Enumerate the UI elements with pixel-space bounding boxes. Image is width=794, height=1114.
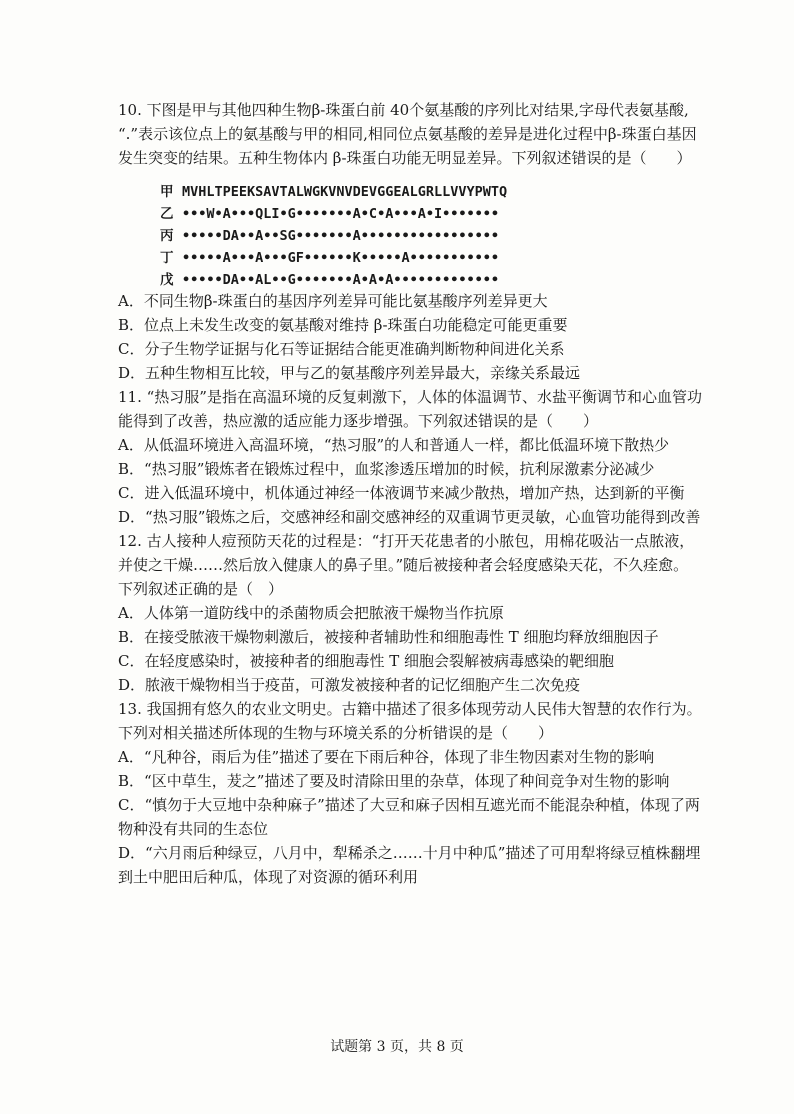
species-label: 丁 bbox=[160, 250, 174, 266]
sequence-text: MVHLTPEEKSAVTALWGKVNVDEVGGEALGRLLVVYPWTQ bbox=[182, 184, 508, 200]
sequence-text: •••••DA••A••SG•••••••A••••••••••••••••• bbox=[182, 228, 499, 244]
option-b: B．位点上未发生改变的氨基酸对维持 β-珠蛋白功能稳定可能更重要 bbox=[118, 316, 568, 334]
option-c: C．进入低温环境中，机体通过神经一体液调节来减少散热，增加产热，达到新的平衡 bbox=[118, 484, 685, 502]
option-b: B．“区中草生，茇之”描述了要及时清除田里的杂草，体现了种间竞争对生物的影响 bbox=[118, 772, 670, 790]
stem-line: 10. 下图是甲与其他四种生物β-珠蛋白前 40个氨基酸的序列比对结果,字母代表氨基酸, bbox=[118, 101, 689, 119]
sequence-text: •••••DA••AL••G•••••••A•A•A••••••••••••• bbox=[182, 272, 499, 288]
sequence-row bbox=[160, 203, 720, 225]
species-label: 戊 bbox=[160, 272, 174, 288]
stem-line: 下列对相关描述所体现的生物与环境关系的分析错误的是（ ） bbox=[118, 724, 554, 742]
option-a: A．人体第一道防线中的杀菌物质会把脓液干燥物当作抗原 bbox=[118, 604, 504, 622]
species-label: 丙 bbox=[160, 228, 174, 244]
sequence-row bbox=[160, 269, 720, 291]
option-c-continued: 物种没有共同的生态位 bbox=[118, 820, 269, 838]
stem-line: 能得到了改善，热应激的适应能力逐步增强。下列叙述错误的是（ ） bbox=[118, 412, 599, 430]
sequence-row bbox=[160, 181, 720, 203]
option-c: C．在轻度感染时，被接种者的细胞毒性 T 细胞会裂解被病毒感染的靶细胞 bbox=[118, 652, 615, 670]
option-d: D．“热习服”锻炼之后，交感神经和副交感神经的双重调节更灵敏，心血管功能得到改善 bbox=[118, 508, 701, 526]
species-label: 甲 bbox=[160, 184, 174, 200]
option-d: D．脓液干燥物相当于疫苗，可激发被接种者的记忆细胞产生二次免疫 bbox=[118, 676, 581, 694]
option-c: C．“慎勿于大豆地中杂种麻子”描述了大豆和麻子因相互遮光而不能混杂种植，体现了两 bbox=[118, 796, 700, 814]
stem-line: 12. 古人接种人痘预防天花的过程是：“打开天花患者的小脓包，用棉花吸沾一点脓液， bbox=[118, 532, 695, 550]
sequence-text: •••W•A•••QLI•G•••••••A•C•A•••A•I••••••• bbox=[182, 206, 499, 222]
stem-line: 发生突变的结果。五种生物体内 β-珠蛋白功能无明显差异。下列叙述错误的是（ ） bbox=[118, 149, 692, 167]
option-a: A．“凡种谷，雨后为佳”描述了要在下雨后种谷，体现了非生物因素对生物的影响 bbox=[118, 748, 655, 766]
option-a: A．不同生物β-珠蛋白的基因序列差异可能比氨基酸序列差异更大 bbox=[118, 292, 548, 310]
stem-line: 下列叙述正确的是（ ） bbox=[118, 580, 284, 598]
question-12 bbox=[118, 529, 718, 697]
question-10-stem bbox=[118, 98, 718, 170]
sequence-row bbox=[160, 225, 720, 247]
species-label: 乙 bbox=[160, 206, 174, 222]
question-11 bbox=[118, 385, 718, 529]
sequence-text: •••••A•••A•••GF••••••K•••••A••••••••••• bbox=[182, 250, 499, 266]
option-d: D．五种生物相互比较，甲与乙的氨基酸序列差异最大，亲缘关系最远 bbox=[118, 364, 581, 382]
stem-line: 并使之干燥……然后放入健康人的鼻子里。”随后被接种者会轻度感染天花，不久痊愈。 bbox=[118, 556, 689, 574]
stem-line: 13. 我国拥有悠久的农业文明史。古籍中描述了很多体现劳动人民伟大智慧的农作行为。 bbox=[118, 700, 702, 718]
option-c: C．分子生物学证据与化石等证据结合能更准确判断物种间进化关系 bbox=[118, 340, 565, 358]
page-footer: 试题第 3 页，共 8 页 bbox=[330, 1039, 464, 1055]
option-d: D．“六月雨后种绿豆，八月中，犁稀杀之……十月中种瓜”描述了可用犁将绿豆植株翻埋 bbox=[118, 844, 701, 862]
option-a: A．从低温环境进入高温环境，“热习服”的人和普通人一样，都比低温环境下散热少 bbox=[118, 436, 670, 454]
option-b: B．“热习服”锻炼者在锻炼过程中，血浆渗透压增加的时候，抗利尿激素分泌减少 bbox=[118, 460, 655, 478]
question-13 bbox=[118, 697, 718, 889]
option-b: B．在接受脓液干燥物刺激后，被接种者辅助性和细胞毒性 T 细胞均释放细胞因子 bbox=[118, 628, 659, 646]
stem-line: 11. “热习服”是指在高温环境的反复刺激下，人体的体温调节、水盐平衡调节和心血管功 bbox=[118, 388, 702, 406]
sequence-alignment bbox=[160, 181, 720, 291]
stem-line: “.”表示该位点上的氨基酸与甲的相同,相同位点氨基酸的差异是进化过程中β-珠蛋白基因 bbox=[118, 125, 697, 143]
sequence-row bbox=[160, 247, 720, 269]
question-10-options bbox=[118, 289, 718, 385]
option-d-continued: 到土中肥田后种瓜，体现了对资源的循环利用 bbox=[118, 868, 419, 886]
